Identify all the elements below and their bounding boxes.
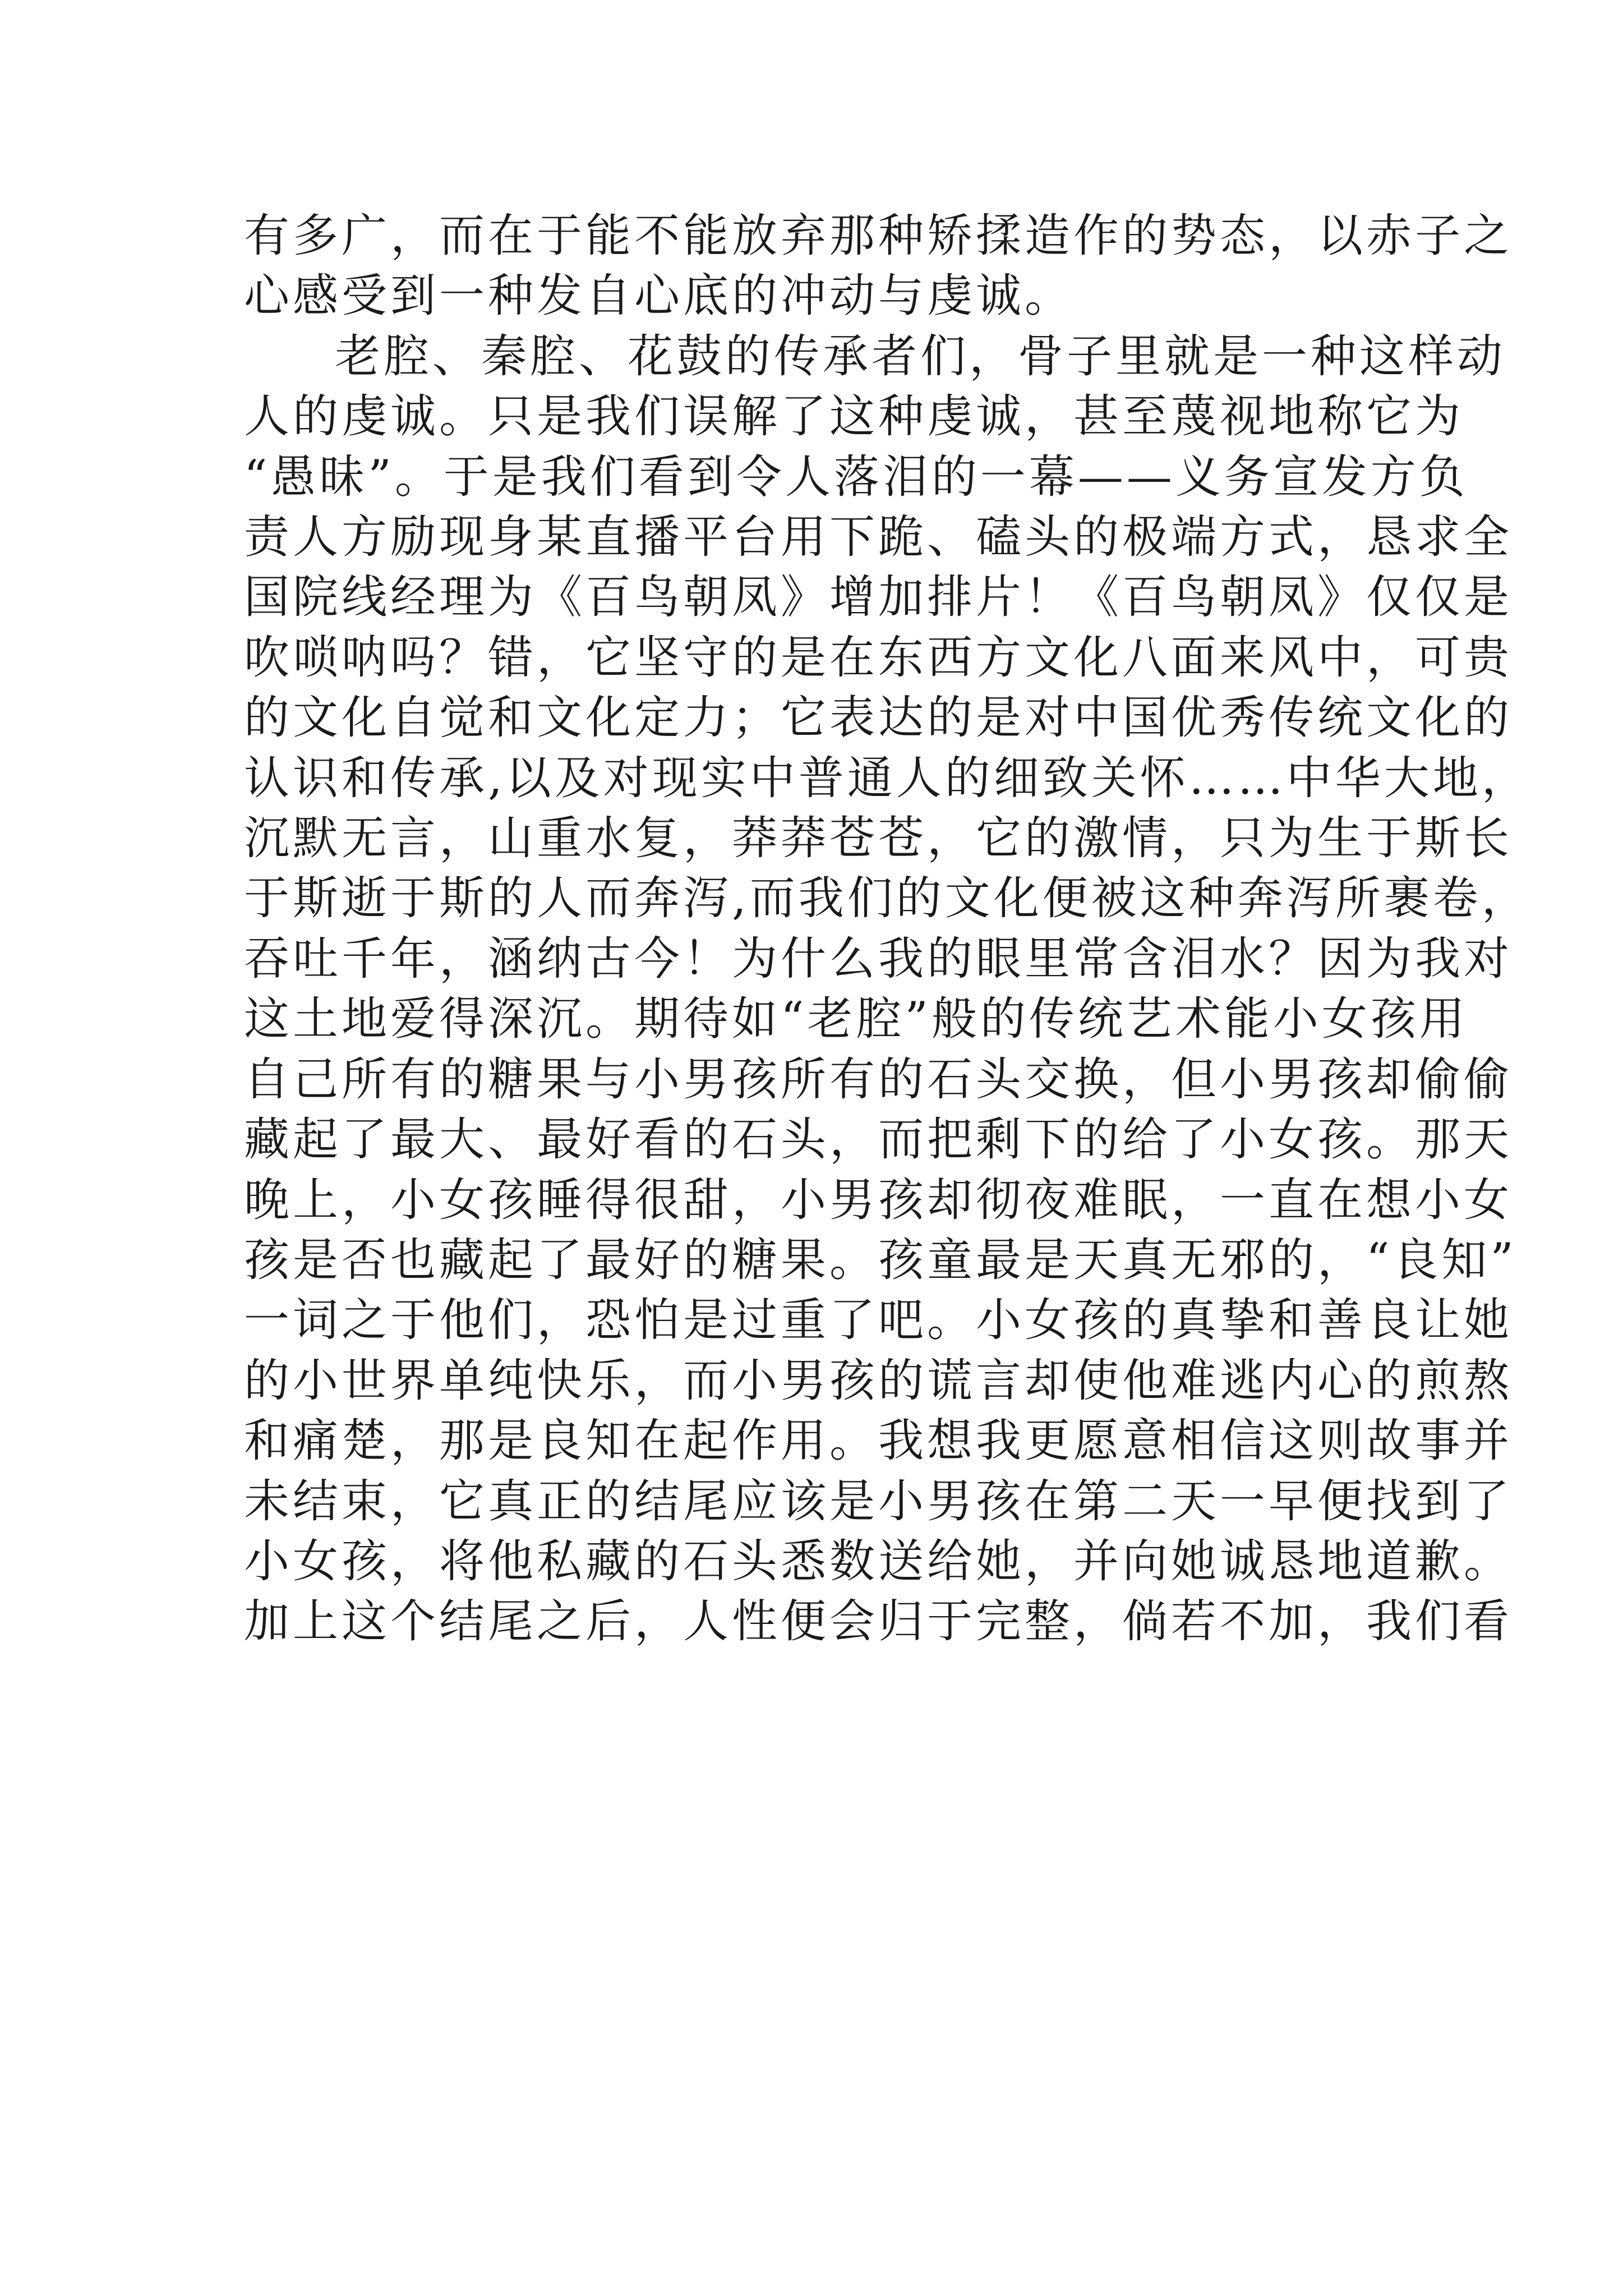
text-line: 的文化自觉和文化定力；它表达的是对中国优秀传统文化的 bbox=[244, 692, 1513, 745]
text-line: “愚昧”。于是我们看到令人落泪的一幕——义务宣发方负 bbox=[244, 450, 1468, 504]
text-line: 自己所有的糖果与小男孩所有的石头交换，但小男孩却偷偷 bbox=[244, 1053, 1513, 1106]
paragraph-1 bbox=[244, 206, 1513, 327]
text-line: 有多广，而在于能不能放弃那种矫揉造作的势态，以赤子之 bbox=[244, 210, 1513, 263]
text-line: 藏起了最大、最好看的石头，而把剩下的给了小女孩。那天 bbox=[244, 1114, 1513, 1167]
text-line: 心感受到一种发自心底的冲动与虔诚。 bbox=[244, 270, 1074, 323]
text-line: 责人方励现身某直播平台用下跪、磕头的极端方式，恳求全 bbox=[244, 511, 1513, 564]
text-line: 的小世界单纯快乐，而小男孩的谎言却使他难逃内心的煎熬 bbox=[244, 1354, 1513, 1407]
body-text bbox=[244, 206, 1530, 1653]
text-line: 吞吐千年，涵纳古今！为什么我的眼里常含泪水？因为我对 bbox=[244, 932, 1513, 986]
text-line: 人的虔诚。只是我们误解了这种虔诚，甚至蔑视地称它为 bbox=[244, 390, 1464, 444]
text-line: 这土地爱得深沉。期待如“老腔”般的传统艺术能小女孩用 bbox=[244, 993, 1468, 1046]
text-line: 于斯逝于斯的人而奔泻,而我们的文化便被这种奔泻所裹卷， bbox=[244, 872, 1530, 926]
text-line: 认识和传承,以及对现实中普通人的细致关怀……中华大地， bbox=[244, 752, 1530, 805]
text-line: 未结束，它真正的结尾应该是小男孩在第二天一早便找到了 bbox=[244, 1475, 1513, 1528]
paragraph-2 bbox=[244, 327, 1530, 1653]
text-line: 国院线经理为《百鸟朝凤》增加排片！《百鸟朝凤》仅仅是 bbox=[244, 571, 1513, 624]
text-line: 老腔、秦腔、花鼓的传承者们，骨子里就是一种这样动 bbox=[335, 330, 1506, 383]
text-line: 孩是否也藏起了最好的糖果。孩童最是天真无邪的，“良知” bbox=[244, 1234, 1517, 1287]
text-line: 吹唢呐吗？错，它坚守的是在东西方文化八面来风中，可贵 bbox=[244, 631, 1513, 684]
text-line: 小女孩，将他私藏的石头悉数送给她，并向她诚恳地道歉。 bbox=[244, 1535, 1513, 1588]
text-line: 和痛楚，那是良知在起作用。我想我更愿意相信这则故事并 bbox=[244, 1415, 1513, 1468]
text-line: 沉默无言，山重水复，莽莽苍苍，它的激情，只为生于斯长 bbox=[244, 812, 1513, 866]
text-line: 一词之于他们，恐怕是过重了吧。小女孩的真挚和善良让她 bbox=[244, 1294, 1513, 1347]
text-line: 加上这个结尾之后，人性便会归于完整，倘若不加，我们看 bbox=[244, 1595, 1513, 1649]
text-line: 晚上，小女孩睡得很甜，小男孩却彻夜难眠，一直在想小女 bbox=[244, 1174, 1513, 1227]
